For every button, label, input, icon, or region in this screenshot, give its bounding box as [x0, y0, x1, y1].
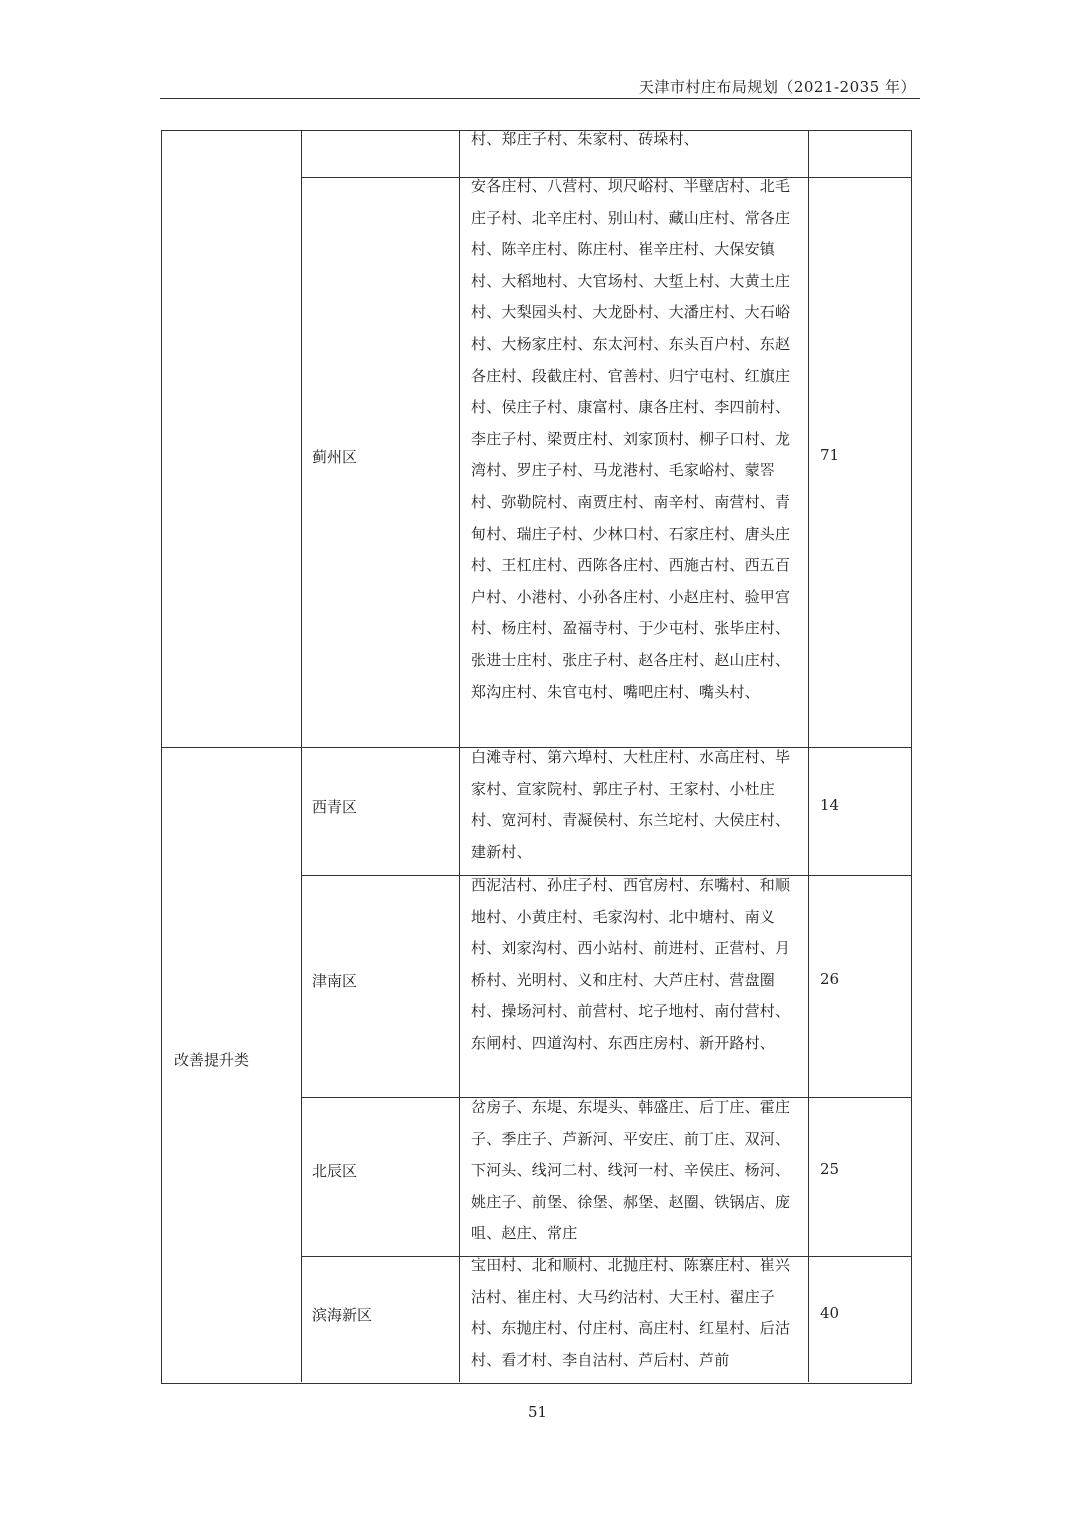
- count-beichen: 25: [820, 1160, 840, 1178]
- village-list-jinnan: 西泥沽村、孙庄子村、西官房村、东嘴村、和顺地村、小黄庄村、毛家沟村、北中塘村、南义村、刘家沟村、西小站村、前进村、正营村、月桥村、光明村、义和庄村、大芦庄村、营盘圈村、操场河村、前营村、坨子地村、南付营村、东闸村、四道沟村、东西庄房村、新开路村、: [471, 876, 791, 1052]
- village-list-xiqing: 白滩寺村、第六埠村、大杜庄村、水高庄村、毕家村、宣家院村、郭庄子村、王家村、小杜庄村、宽河村、青凝侯村、东兰坨村、大侯庄村、建新村、: [471, 748, 791, 861]
- page-number: 51: [527, 1403, 548, 1421]
- district-beichen: 北辰区: [312, 1162, 358, 1180]
- count-xiqing: 14: [820, 796, 840, 814]
- col-divider-1: [301, 131, 302, 1382]
- village-list-continued: 村、郑庄子村、朱家村、砖垛村、: [471, 130, 700, 148]
- district-jinnan: 津南区: [312, 972, 358, 990]
- district-jizhou: 蓟州区: [312, 448, 358, 466]
- village-table: [161, 130, 912, 1384]
- document-title: 天津市村庄布局规划（2021-2035 年）: [638, 78, 916, 96]
- count-jizhou: 71: [820, 446, 840, 464]
- col-divider-2: [459, 131, 460, 1382]
- village-list-beichen: 岔房子、东堤、东堤头、韩盛庄、后丁庄、霍庄子、季庄子、芦新河、平安庄、前丁庄、双河、下河头、线河二村、线河一村、辛侯庄、杨河、姚庄子、前堡、徐堡、郝堡、赵圈、铁锅店、庞咀、赵庄、常庄: [471, 1098, 791, 1243]
- col-divider-3: [808, 131, 809, 1382]
- category-improvement: 改善提升类: [174, 1051, 250, 1069]
- village-list-binhai: 宝田村、北和顺村、北抛庄村、陈寨庄村、崔兴沽村、崔庄村、大马约沽村、大王村、翟庄子村、东抛庄村、付庄村、高庄村、红星村、后沽村、看才村、李自沽村、芦后村、芦前: [471, 1256, 791, 1369]
- village-list-jizhou: 安各庄村、八营村、坝尺峪村、半壁店村、北毛庄子村、北辛庄村、别山村、藏山庄村、常各庄村、陈辛庄村、陈庄村、崔辛庄村、大保安镇村、大稻地村、大官场村、大埑上村、大黄土庄村、大梨园头村、大龙卧村、大潘庄村、大石峪村、大杨家庄村、东太河村、东头百户村、东赵各庄村、段截庄村、官善村、归宁屯村、红旗庄村、侯庄子村、康富村、康各庄村、李四前村、李庄子村、梁贾庄村、刘家顶村、柳子口村、龙湾村、罗庄子村、马龙港村、毛家峪村、蒙𦊴村、弥勒院村、南贾庄村、南辛村、南营村、青甸村、瑞庄子村、少林口村、石家庄村、唐头庄村、王杠庄村、西陈各庄村、西施古村、西五百户村、小港村、小孙各庄村、小赵庄村、验甲宫村、杨庄村、盈福寺村、于少屯村、张毕庄村、张进士庄村、张庄子村、赵各庄村、赵山庄村、郑沟庄村、朱官屯村、嘴吧庄村、嘴头村、: [471, 177, 791, 701]
- count-jinnan: 26: [820, 970, 840, 988]
- page-header: [160, 72, 920, 99]
- district-binhai: 滨海新区: [312, 1306, 373, 1324]
- count-binhai: 40: [820, 1304, 840, 1322]
- district-xiqing: 西青区: [312, 798, 358, 816]
